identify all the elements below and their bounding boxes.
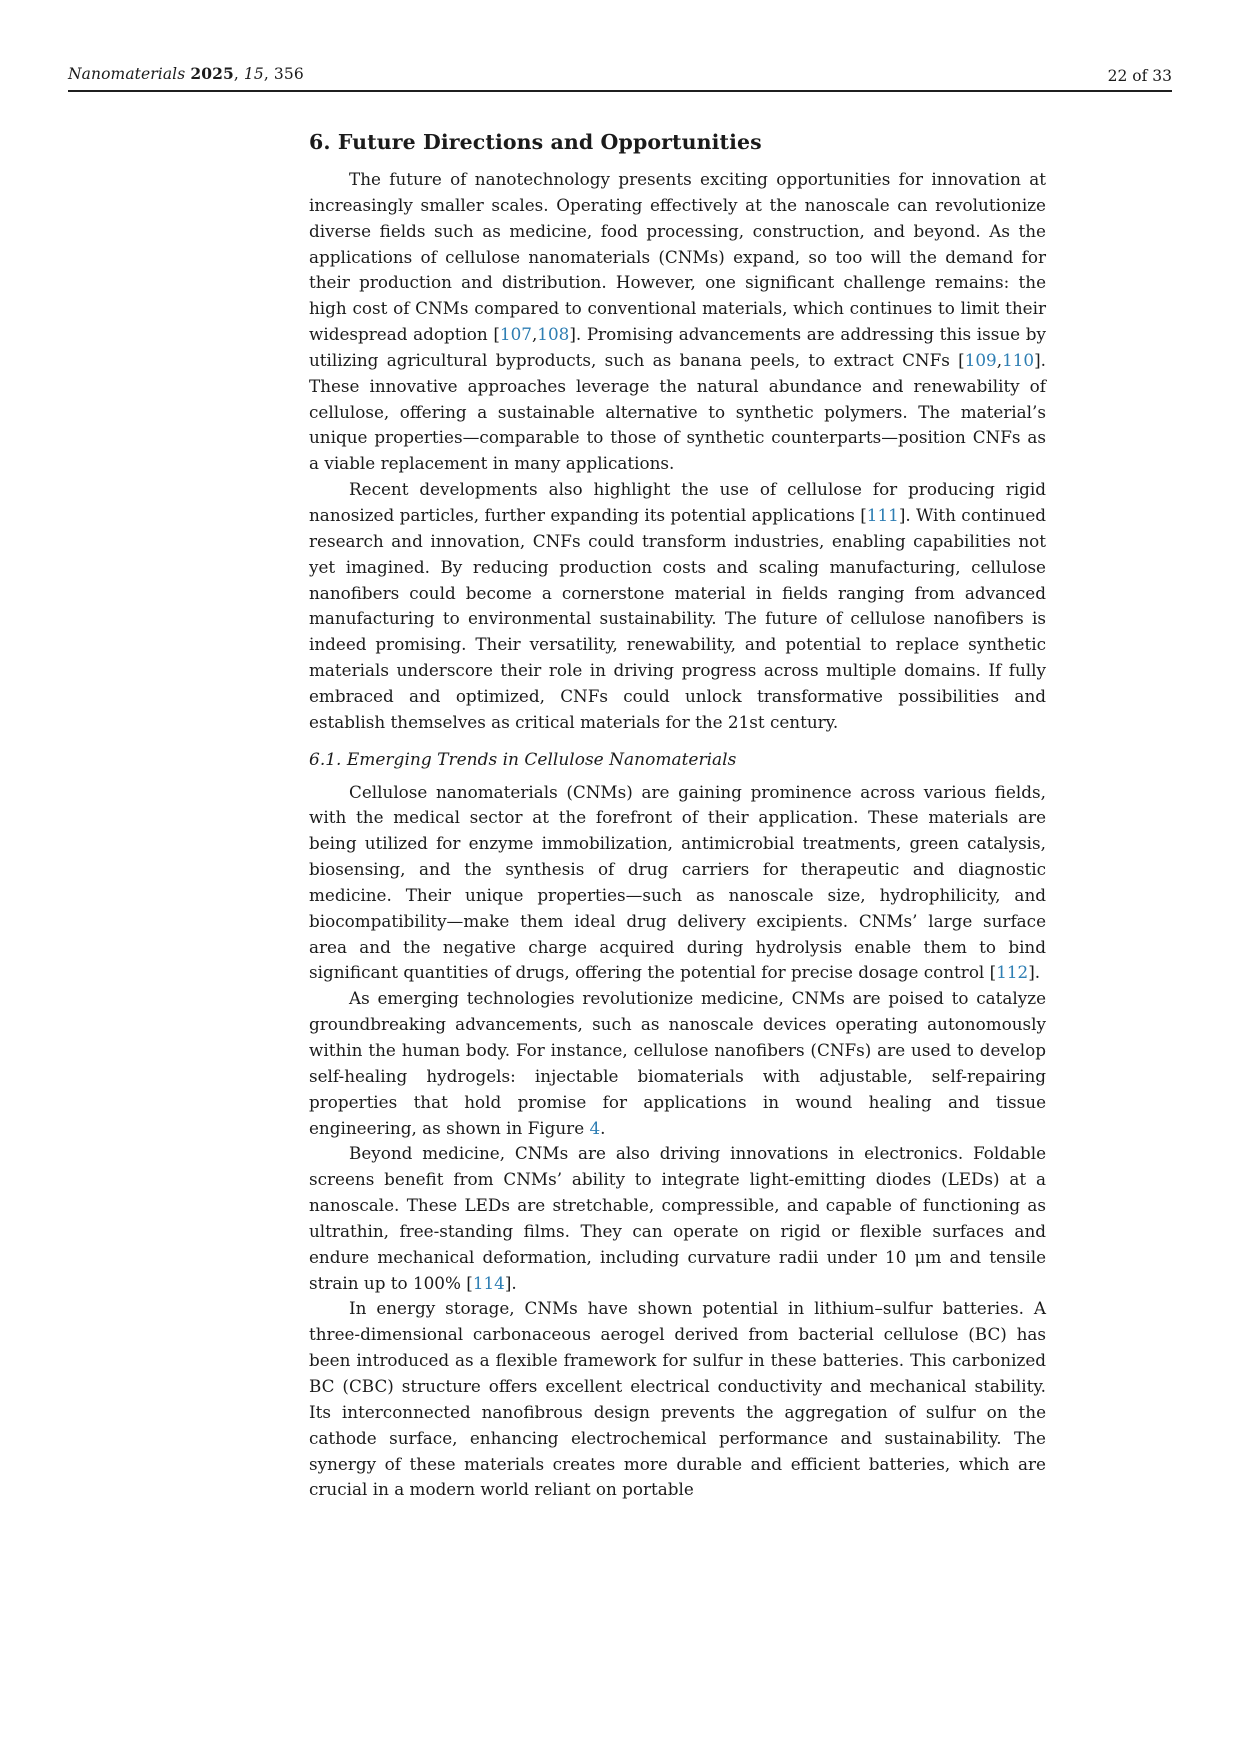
paragraph bbox=[309, 986, 1046, 1141]
paragraph bbox=[309, 1296, 1046, 1503]
page-number: 22 of 33 bbox=[1107, 67, 1172, 85]
text-run: , bbox=[531, 324, 538, 345]
citation-link[interactable]: 109 bbox=[964, 349, 997, 370]
paragraph bbox=[309, 167, 1046, 477]
text-run: , 356 bbox=[263, 65, 304, 83]
citation-link[interactable]: 111 bbox=[866, 504, 899, 525]
text-run: Beyond medicine, CNMs are also driving innovations in electronics. Foldable screens benefit from CNMs’ ability to integrate light-emitting diodes (LEDs) at a nanoscale. These LEDs are stretchable, compressible, and capable of functioning as ultrathin, free-standing films. They can operate on rigid or flexible surfaces and endure mechanical deformation, including curvature radii under 10 μm and tensile strain up to 100% [ bbox=[309, 1143, 1046, 1293]
citation-link[interactable]: 110 bbox=[1002, 349, 1035, 370]
section-heading: 6. Future Directions and Opportunities bbox=[309, 130, 762, 154]
article-content bbox=[309, 130, 1046, 1503]
text-run: . bbox=[600, 1117, 606, 1138]
paragraph bbox=[309, 780, 1046, 987]
text-run: , bbox=[996, 349, 1003, 370]
text-run: In energy storage, CNMs have shown potential in lithium–sulfur batteries. A three-dimensional carbonaceous aerogel derived from bacterial cellulose (BC) has been introduced as a flexible framework for sulfur in these batteries. This carbonized BC (CBC) structure offers excellent electrical conductivity and mechanical stability. Its interconnected nanofibrous design prevents the aggregation of sulfur on the cathode surface, enhancing electrochemical performance and sustainability. The synergy of these materials creates more durable and efficient batteries, which are crucial in a modern world reliant on portable bbox=[309, 1298, 1046, 1500]
text-run: , bbox=[233, 65, 244, 83]
article-body bbox=[309, 167, 1046, 1503]
citation-link[interactable]: 107 bbox=[499, 324, 532, 345]
header-rule bbox=[68, 90, 1172, 92]
subsection-heading: 6.1. Emerging Trends in Cellulose Nanomaterials bbox=[309, 749, 737, 770]
citation-link[interactable]: 112 bbox=[996, 962, 1029, 983]
citation-link[interactable]: 108 bbox=[537, 324, 570, 345]
paragraph bbox=[309, 477, 1046, 735]
text-run: ]. Promising advancements are addressing this issue by utilizing agricultural byproducts, such as banana peels, to extract CNFs [ bbox=[309, 324, 1046, 370]
text-run: ]. bbox=[504, 1272, 517, 1293]
text-run: 2025 bbox=[190, 64, 234, 83]
text-run: ]. With continued research and innovation, CNFs could transform industries, enabling capabilities not yet imagined. By reducing production costs and scaling manufacturing, cellulose nanofibers could become a cornerstone material in fields ranging from advanced manufacturing to environmental sustainability. The future of cellulose nanofibers is indeed promising. Their versatility, renewability, and potential to replace synthetic materials underscore their role in driving progress across multiple domains. If fully embraced and optimized, CNFs could unlock transformative possibilities and establish themselves as critical materials for the 21st century. bbox=[309, 504, 1046, 732]
text-run: Cellulose nanomaterials (CNMs) are gaining prominence across various fields, with the medical sector at the forefront of their application. These materials are being utilized for enzyme immobilization, antimicrobial treatments, green catalysis, biosensing, and the synthesis of drug carriers for therapeutic and diagnostic medicine. Their unique properties—such as nanoscale size, hydrophilicity, and biocompatibility—make them ideal drug delivery excipients. CNMs’ large surface area and the negative charge acquired during hydrolysis enable them to bind significant quantities of drugs, offering the potential for precise dosage control [ bbox=[309, 781, 1046, 983]
citation-link[interactable]: 114 bbox=[472, 1272, 505, 1293]
text-run: 15 bbox=[243, 65, 264, 83]
text-run: ]. bbox=[1028, 962, 1041, 983]
journal-citation bbox=[68, 64, 304, 83]
text-run: As emerging technologies revolutionize medicine, CNMs are poised to catalyze groundbreaking advancements, such as nanoscale devices operating autonomously within the human body. For instance, cellulose nanofibers (CNFs) are used to develop self-healing hydrogels: injectable biomaterials with adjustable, self-repairing properties that hold promise for applications in wound healing and tissue engineering, as shown in Figure bbox=[309, 988, 1046, 1138]
text-run: Nanomaterials bbox=[68, 65, 186, 83]
citation-link[interactable]: 4 bbox=[589, 1117, 601, 1138]
text-run: The future of nanotechnology presents exciting opportunities for innovation at increasingly smaller scales. Operating effectively at the nanoscale can revolutionize diverse fields such as medicine, food processing, construction, and beyond. As the applications of cellulose nanomaterials (CNMs) expand, so too will the demand for their production and distribution. However, one significant challenge remains: the high cost of CNMs compared to conventional materials, which continues to limit their widespread adoption [ bbox=[309, 169, 1046, 345]
text-run: ]. These innovative approaches leverage the natural abundance and renewability of cellulose, offering a sustainable alternative to synthetic polymers. The material’s unique properties—comparable to those of synthetic counterparts—position CNFs as a viable replacement in many applications. bbox=[309, 349, 1046, 474]
text-run: Recent developments also highlight the use of cellulose for producing rigid nanosized particles, further expanding its potential applications [ bbox=[309, 479, 1046, 525]
paragraph bbox=[309, 1141, 1046, 1296]
